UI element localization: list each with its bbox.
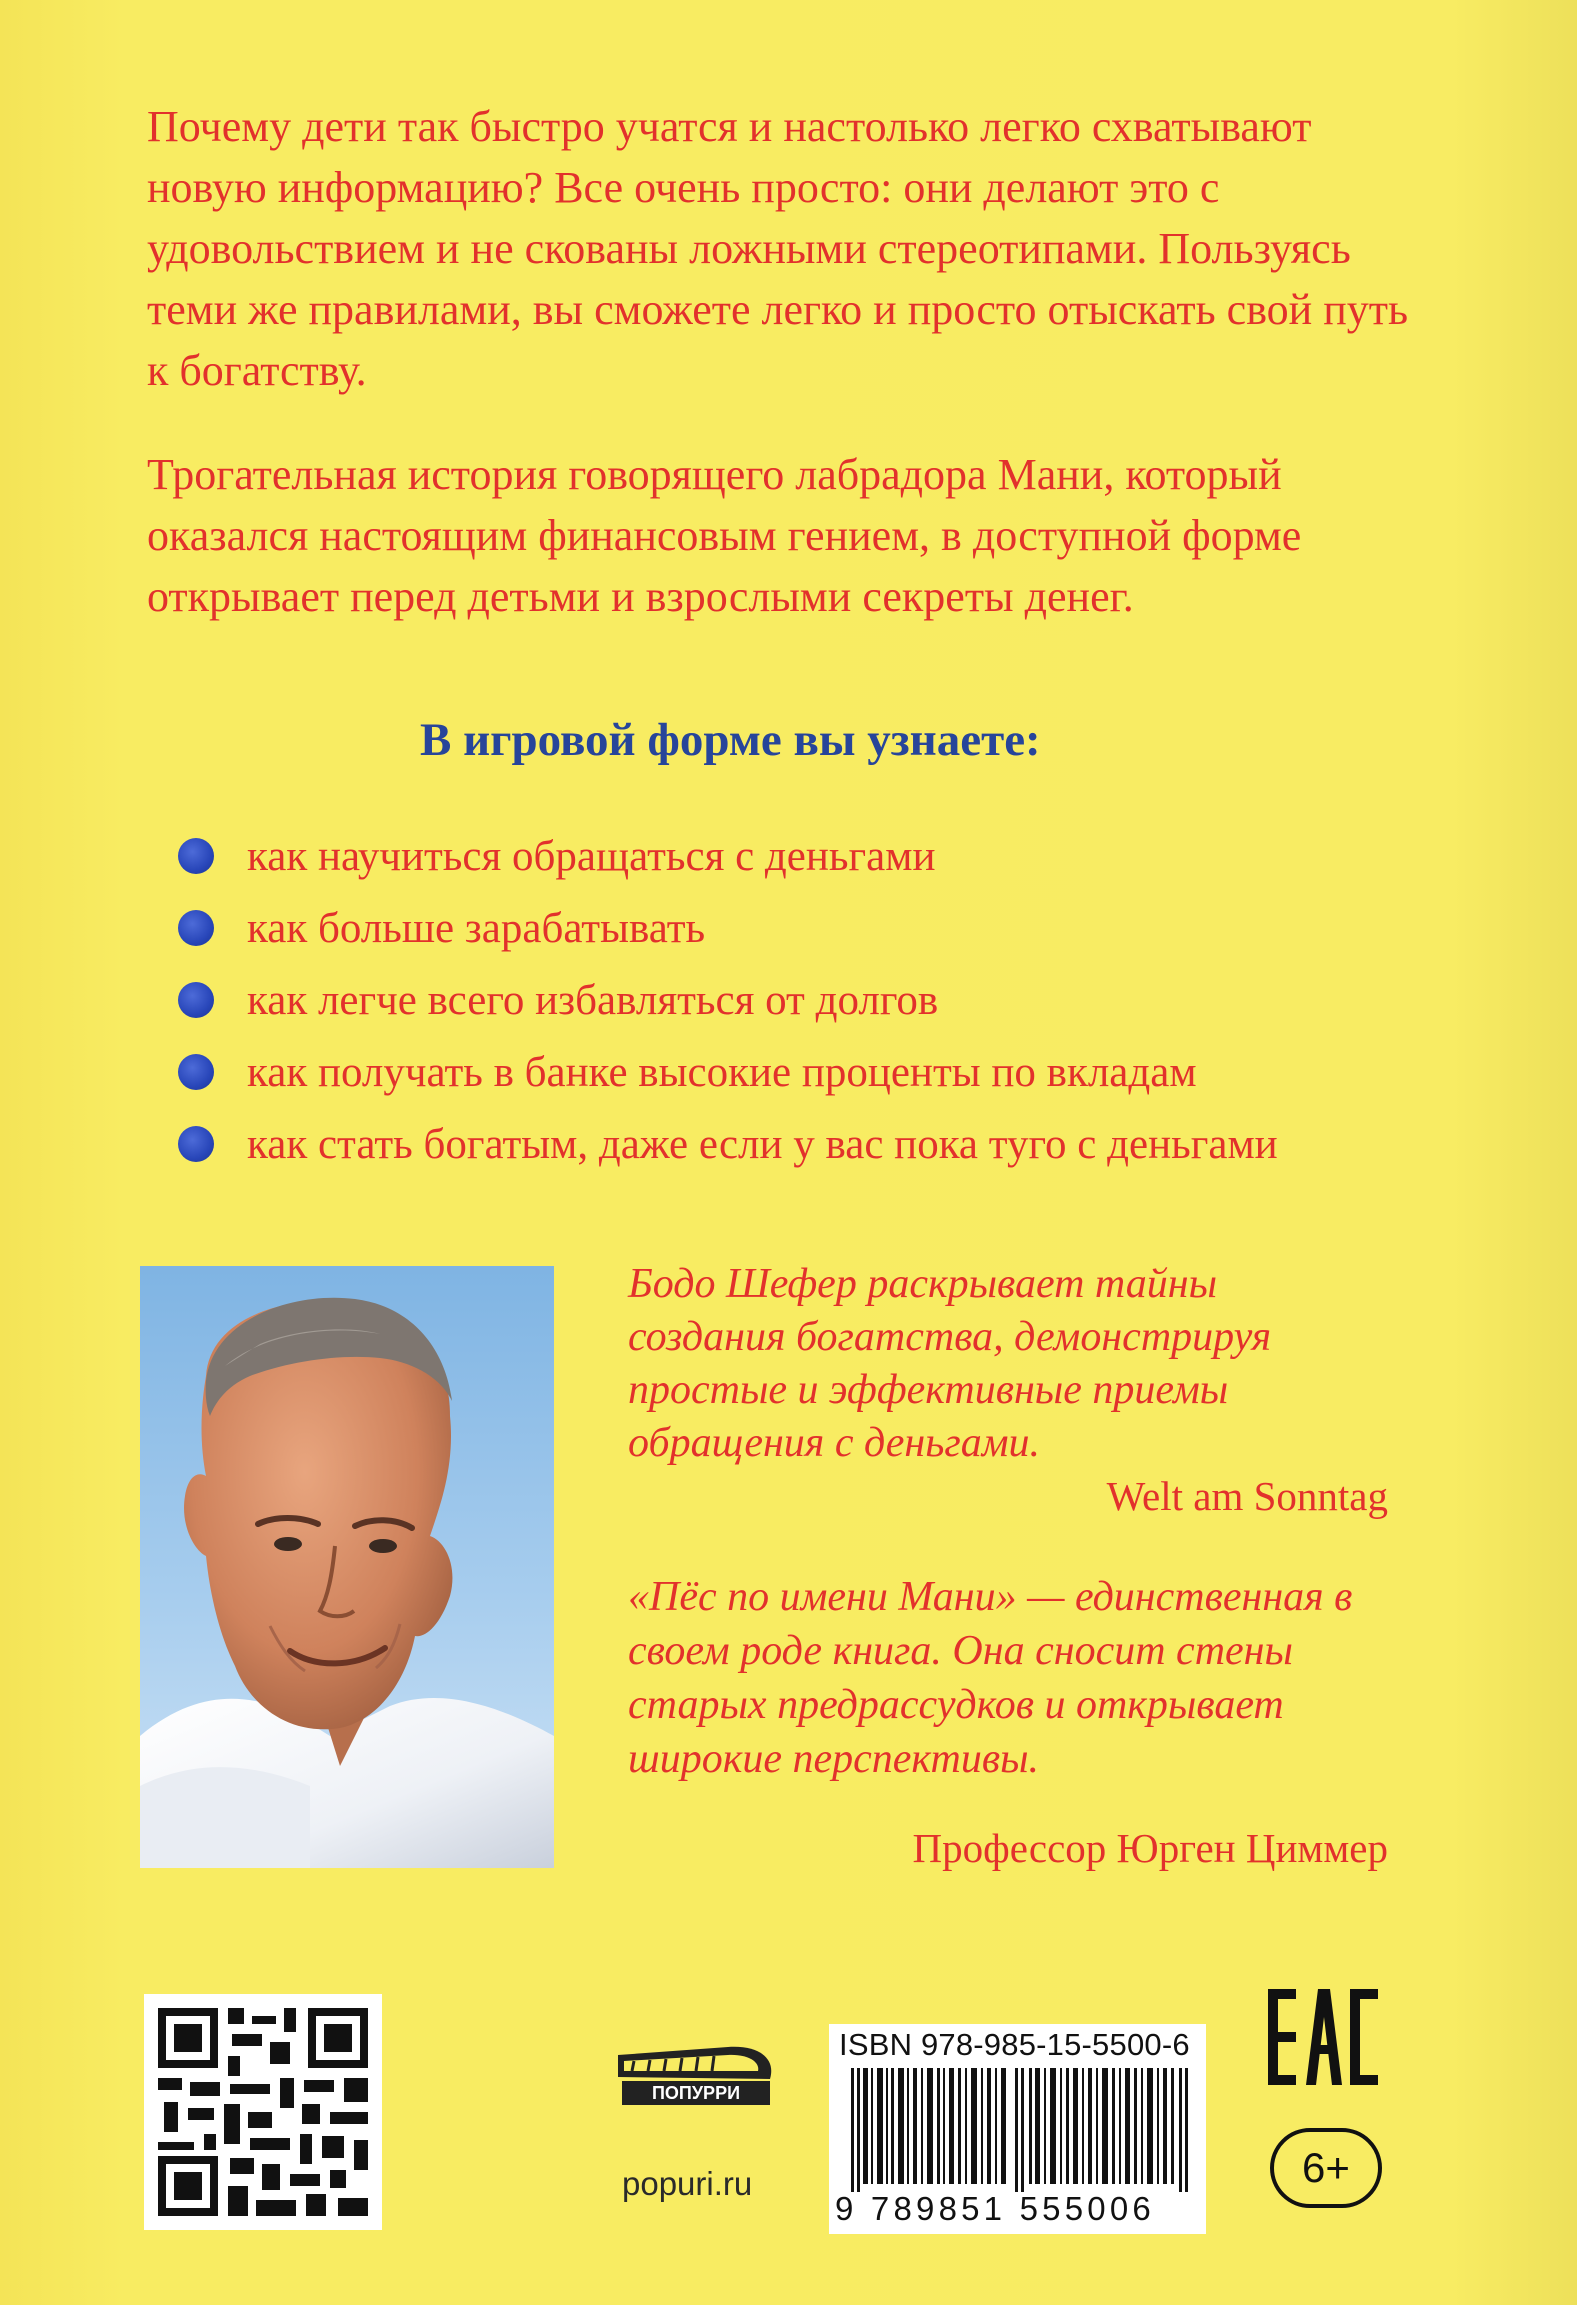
list-item: [178, 964, 1278, 1036]
isbn-text: ISBN 978-985-15-5500-6: [839, 2027, 1190, 2062]
bullet-icon: [178, 1126, 214, 1162]
eac-mark-icon: [1266, 1987, 1380, 2087]
qr-code: [144, 1994, 382, 2230]
list-item: [178, 1036, 1278, 1108]
bullet-icon: [178, 838, 214, 874]
quote: [628, 1258, 1388, 1520]
list-item: [178, 892, 1278, 964]
age-rating-badge: 6+: [1270, 2128, 1382, 2208]
quote-source: Профессор Юрген Циммер: [912, 1825, 1388, 1871]
author-portrait-illustration: [140, 1266, 554, 1868]
barcode-digits: 9 789851 555006: [835, 2190, 1155, 2227]
book-stack-logo-icon: [610, 2037, 780, 2147]
barcode-bars-icon: [851, 2068, 1191, 2192]
bullet-icon: [178, 1054, 214, 1090]
list-item-text: как научиться обращаться с деньгами: [247, 832, 936, 880]
quote-text: Бодо Шефер раскрывает тайны создания богатства, демонстрируя простые и эффективные приемы обращения с деньгами.: [628, 1261, 1272, 1466]
qr-code-icon: [144, 1994, 382, 2230]
bullet-icon: [178, 982, 214, 1018]
quote: [628, 1570, 1388, 1872]
quote-text: «Пёс по имени Мани» — единственная в своем роде книга. Она сносит стены старых предрассудков и открывает широкие перспективы.: [628, 1574, 1353, 1782]
publisher-logo: [610, 2037, 780, 2152]
benefits-list: [178, 820, 1278, 1180]
quote-source: Welt am Sonntag: [1106, 1473, 1388, 1519]
barcode: [829, 2024, 1206, 2234]
author-photo: [140, 1266, 554, 1868]
benefits-heading: В игровой форме вы узнаете:: [420, 714, 1041, 766]
eac-mark: [1266, 1987, 1380, 2092]
intro-paragraph: Трогательная история говорящего лабрадора Мани, который оказался настоящим финансовым гением, в доступной форме открывает перед детьми и взрослыми секреты денег.: [147, 450, 1302, 621]
intro-text: [147, 96, 1427, 627]
list-item: [178, 1108, 1278, 1180]
publisher-site: popuri.ru: [622, 2165, 753, 2202]
intro-paragraph: Почему дети так быстро учатся и настолько легко схватывают новую информацию? Все очень просто: они делают это с удовольствием и не скованы ложными стереотипами. Пользуясь теми же правилами, вы сможете легко и просто отыскать свой путь к богатству.: [147, 102, 1409, 395]
quotes-block: [628, 1258, 1388, 1872]
publisher-logo-text: ПОПУРРИ: [651, 2083, 741, 2103]
list-item-text: как стать богатым, даже если у вас пока туго с деньгами: [247, 1120, 1278, 1168]
list-item-text: как получать в банке высокие проценты по вкладам: [247, 1048, 1197, 1096]
list-item: [178, 820, 1278, 892]
bullet-icon: [178, 910, 214, 946]
list-item-text: как больше зарабатывать: [247, 904, 706, 952]
list-item-text: как легче всего избавляться от долгов: [247, 976, 939, 1024]
